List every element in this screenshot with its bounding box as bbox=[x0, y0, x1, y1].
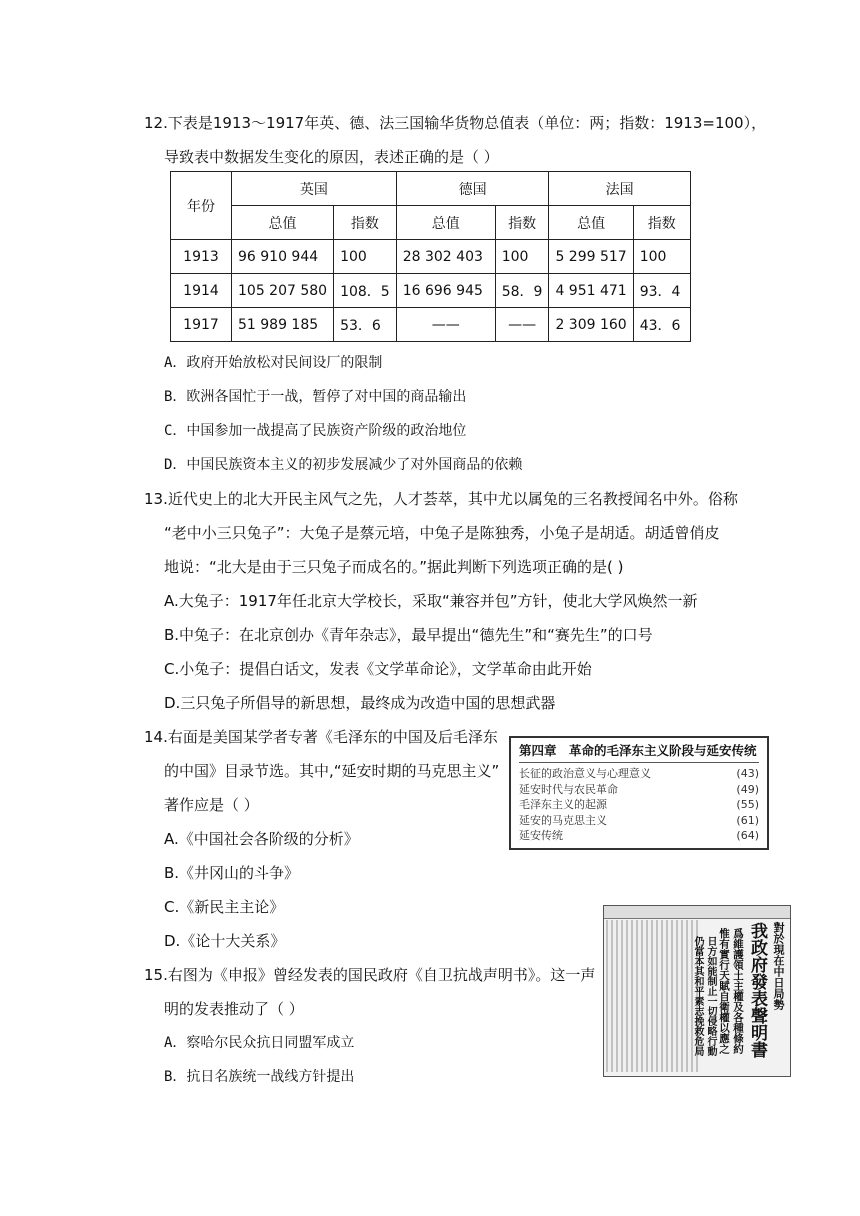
cell: 51 989 185 bbox=[232, 308, 334, 342]
q12-option-c: C．中国参加一战提高了民族资产阶级的政治地位 bbox=[164, 423, 467, 439]
newspaper-body-text bbox=[606, 920, 701, 1072]
subheadline: 日方如能制止一切侵略行動 bbox=[705, 936, 716, 1056]
q13-stem-line3: 地说：“北大是由于三只兔子而成名的。”据此判断下列选项正确的是( ) bbox=[164, 558, 624, 576]
toc-entry-page: (55) bbox=[736, 798, 759, 811]
q14-option-b: B.《井冈山的斗争》 bbox=[164, 864, 300, 882]
cell: —— bbox=[396, 308, 495, 342]
toc-entry-label: 延安的马克思主义 bbox=[519, 813, 607, 827]
q13-option-c: C.小兔子：提倡白话文，发表《文学革命论》，文学革命由此开始 bbox=[164, 660, 592, 678]
cell: 28 302 403 bbox=[396, 240, 495, 274]
cell: 105 207 580 bbox=[232, 274, 334, 308]
q14-option-a: A.《中国社会各阶级的分析》 bbox=[164, 830, 359, 848]
cell: 5 299 517 bbox=[549, 240, 633, 274]
q13-stem-line1: 13.近代史上的北大开民主风气之先，人才荟萃，其中尤以属兔的三名教授闻名中外。俗称 bbox=[144, 490, 738, 508]
row-year: 1913 bbox=[171, 240, 232, 274]
cell: 58．9 bbox=[495, 274, 549, 308]
q13-stem-line2: “老中小三只兔子”：大兔子是蔡元培，中兔子是陈独秀，小兔子是胡适。胡适曾俏皮 bbox=[164, 524, 720, 542]
cell: 100 bbox=[334, 240, 397, 274]
toc-entry-page: (64) bbox=[736, 829, 759, 842]
q14-option-c: C.《新民主主论》 bbox=[164, 898, 285, 916]
q14-option-d: D.《论十大关系》 bbox=[164, 932, 286, 950]
book-toc-excerpt bbox=[509, 736, 769, 850]
cell: 108．5 bbox=[334, 274, 397, 308]
sub-header-total: 总值 bbox=[396, 206, 495, 240]
q15-stem-line1: 15.右图为《申报》曾经发表的国民政府《自卫抗战声明书》。这一声 bbox=[144, 966, 596, 984]
subheadline: 惟有實行天賦自衛權以應之 bbox=[718, 928, 730, 1054]
toc-entry-page: (61) bbox=[736, 813, 759, 827]
toc-entry bbox=[519, 782, 759, 798]
row-year: 1917 bbox=[171, 308, 232, 342]
row-year: 1914 bbox=[171, 274, 232, 308]
q13-option-d: D.三只兔子所倡导的新思想，最终成为改造中国的思想武器 bbox=[164, 694, 556, 712]
country-header-fr: 法国 bbox=[549, 172, 690, 206]
shenbao-newspaper-clipping bbox=[603, 905, 791, 1077]
cell: 100 bbox=[633, 240, 690, 274]
country-header-de: 德国 bbox=[396, 172, 549, 206]
sub-header-index: 指数 bbox=[495, 206, 549, 240]
sub-header-index: 指数 bbox=[633, 206, 690, 240]
toc-chapter-title: 第四章 革命的毛泽东主义阶段与延安传统 bbox=[519, 741, 759, 763]
q15-stem-line2: 明的发表推动了（ ） bbox=[164, 1000, 304, 1018]
q15-option-b: B．抗日名族统一战线方针提出 bbox=[164, 1069, 355, 1085]
country-header-uk: 英国 bbox=[232, 172, 397, 206]
subheadline: 爲維護領土主權及各種條約 bbox=[732, 928, 744, 1054]
cell: 93．4 bbox=[633, 274, 690, 308]
sub-header-index: 指数 bbox=[334, 206, 397, 240]
q12-option-b: B．欧洲各国忙于一战，暂停了对中国的商品输出 bbox=[164, 389, 467, 405]
q14-stem-line2: 的中国》目录节选。其中,“延安时期的马克思主义” bbox=[164, 762, 500, 780]
toc-entry-label: 长征的政治意义与心理意义 bbox=[519, 767, 651, 780]
year-header: 年份 bbox=[171, 172, 232, 240]
table-row bbox=[171, 274, 691, 308]
newspaper-masthead-strip bbox=[604, 906, 790, 919]
toc-entry-label: 延安时代与农民革命 bbox=[519, 782, 618, 796]
cell: 16 696 945 bbox=[396, 274, 495, 308]
q14-stem-line3: 著作应是（ ） bbox=[164, 796, 259, 814]
q12-stem-line2: 导致表中数据发生变化的原因，表述正确的是（ ） bbox=[164, 148, 499, 166]
table-row bbox=[171, 308, 691, 342]
cell: 96 910 944 bbox=[232, 240, 334, 274]
toc-entry bbox=[519, 828, 759, 844]
cell: 53．6 bbox=[334, 308, 397, 342]
toc-entry-label: 毛泽东主义的起源 bbox=[519, 798, 607, 811]
cell: 43．6 bbox=[633, 308, 690, 342]
cell: 4 951 471 bbox=[549, 274, 633, 308]
subheadline: 仍當本其和平素志挽救危局 bbox=[692, 936, 703, 1056]
headline-large: 我政府發表聲明書 bbox=[747, 922, 767, 1058]
q13-option-a: A.大兔子：1917年任北京大学校长，采取“兼容并包”方针，使北大学风焕然一新 bbox=[164, 592, 698, 610]
cell: 100 bbox=[495, 240, 549, 274]
q12-option-a: A．政府开始放松对民间设厂的限制 bbox=[164, 355, 383, 371]
toc-entry bbox=[519, 813, 759, 829]
toc-entry-page: (49) bbox=[736, 782, 759, 796]
headline-small: 對於現在中日局勢 bbox=[772, 922, 785, 1010]
sub-header-total: 总值 bbox=[549, 206, 633, 240]
q14-stem-line1: 14.右面是美国某学者专著《毛泽东的中国及后毛泽东 bbox=[144, 728, 498, 746]
toc-entry-page: (43) bbox=[736, 767, 759, 780]
q12-stem-line1: 12.下表是1913～1917年英、德、法三国输华货物总值表（单位：两；指数：1913=100）， bbox=[144, 114, 767, 132]
q12-option-d: D．中国民族资本主义的初步发展减少了对外国商品的依赖 bbox=[164, 457, 523, 473]
table-row bbox=[171, 240, 691, 274]
sub-header-total: 总值 bbox=[232, 206, 334, 240]
q12-trade-table bbox=[170, 171, 691, 342]
toc-entry bbox=[519, 797, 759, 813]
toc-entry-label: 延安传统 bbox=[519, 829, 563, 842]
q15-option-a: A．察哈尔民众抗日同盟军成立 bbox=[164, 1035, 355, 1051]
cell: 2 309 160 bbox=[549, 308, 633, 342]
cell: —— bbox=[495, 308, 549, 342]
q13-option-b: B.中兔子：在北京创办《青年杂志》，最早提出“德先生”和“赛先生”的口号 bbox=[164, 626, 653, 644]
toc-entry bbox=[519, 766, 759, 782]
